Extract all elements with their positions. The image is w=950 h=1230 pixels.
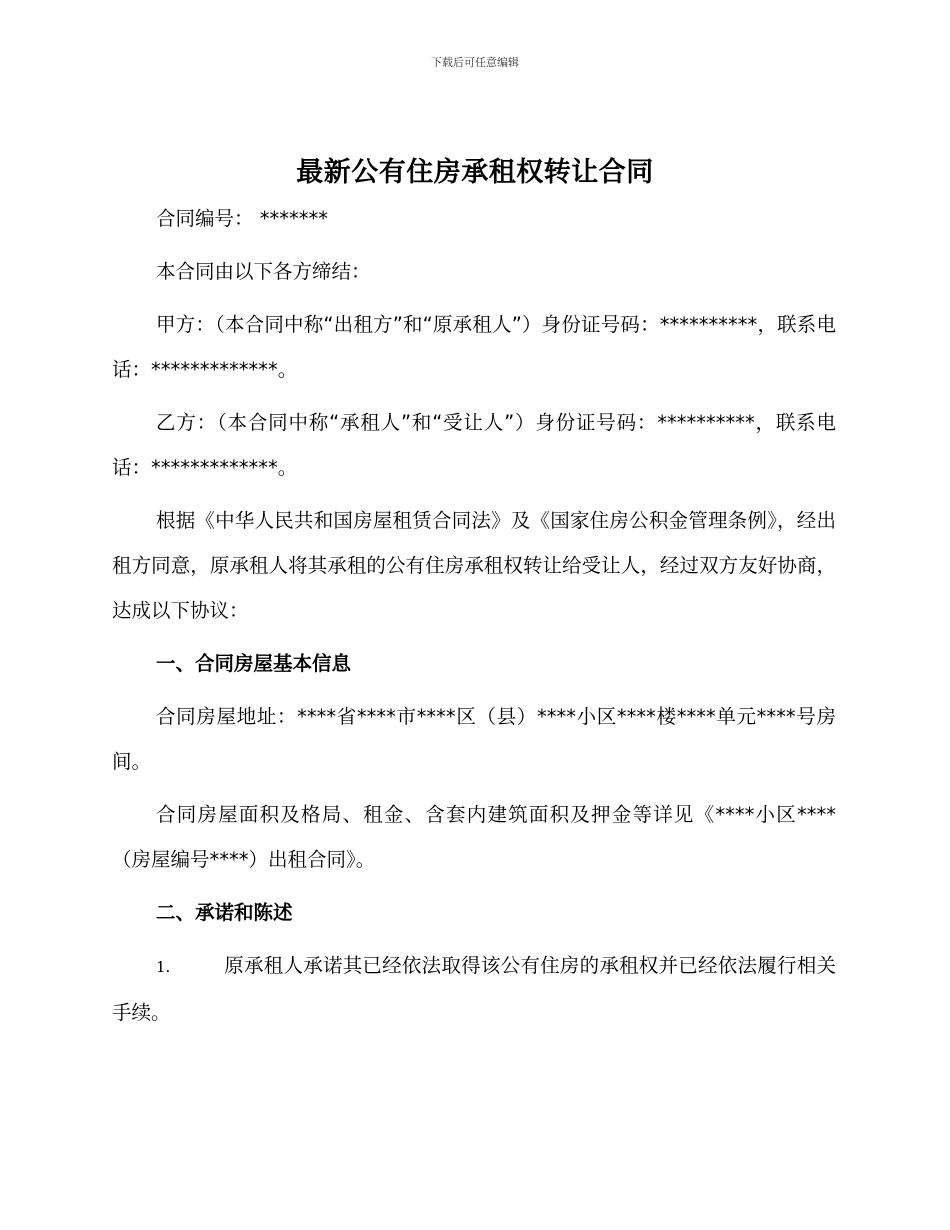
clause-1 <box>112 943 836 1035</box>
party-b-paragraph: 乙方：（本合同中称“承租人”和“受让人”）身份证号码：**********，联系电话：*************。 <box>112 411 836 479</box>
contract-number-label: 合同编号： <box>156 207 254 230</box>
contract-number-line <box>112 196 836 241</box>
contract-number-value: ******* <box>259 207 328 230</box>
header-note: 下载后可任意编辑 <box>431 56 519 69</box>
clause-1-text: 原承租人承诺其已经依法取得该公有住房的承租权并已经依法履行相关手续。 <box>112 954 836 1024</box>
property-address-paragraph: 合同房屋地址：****省****市****区（县）****小区****楼****单元****号房间。 <box>112 705 836 773</box>
party-a-paragraph: 甲方：（本合同中称“出租方”和“原承租人”）身份证号码：**********，联系电话：*************。 <box>112 313 836 381</box>
section-2-heading: 二、承诺和陈述 <box>156 901 293 924</box>
document-title: 最新公有住房承租权转让合同 <box>296 157 654 188</box>
document-body <box>112 196 836 1043</box>
intro-paragraph: 本合同由以下各方缔结： <box>156 260 371 283</box>
clause-1-number: 1. <box>156 958 171 976</box>
basis-paragraph: 根据《中华人民共和国房屋租赁合同法》及《国家住房公积金管理条例》，经出租方同意，原承租人将其承租的公有住房承租权转让给受让人，经过双方友好协商，达成以下协议： <box>112 509 836 622</box>
section-1-heading: 一、合同房屋基本信息 <box>156 652 352 675</box>
property-details-paragraph: 合同房屋面积及格局、租金、含套内建筑面积及押金等详见《****小区****（房屋编号****）出租合同》。 <box>112 803 836 871</box>
